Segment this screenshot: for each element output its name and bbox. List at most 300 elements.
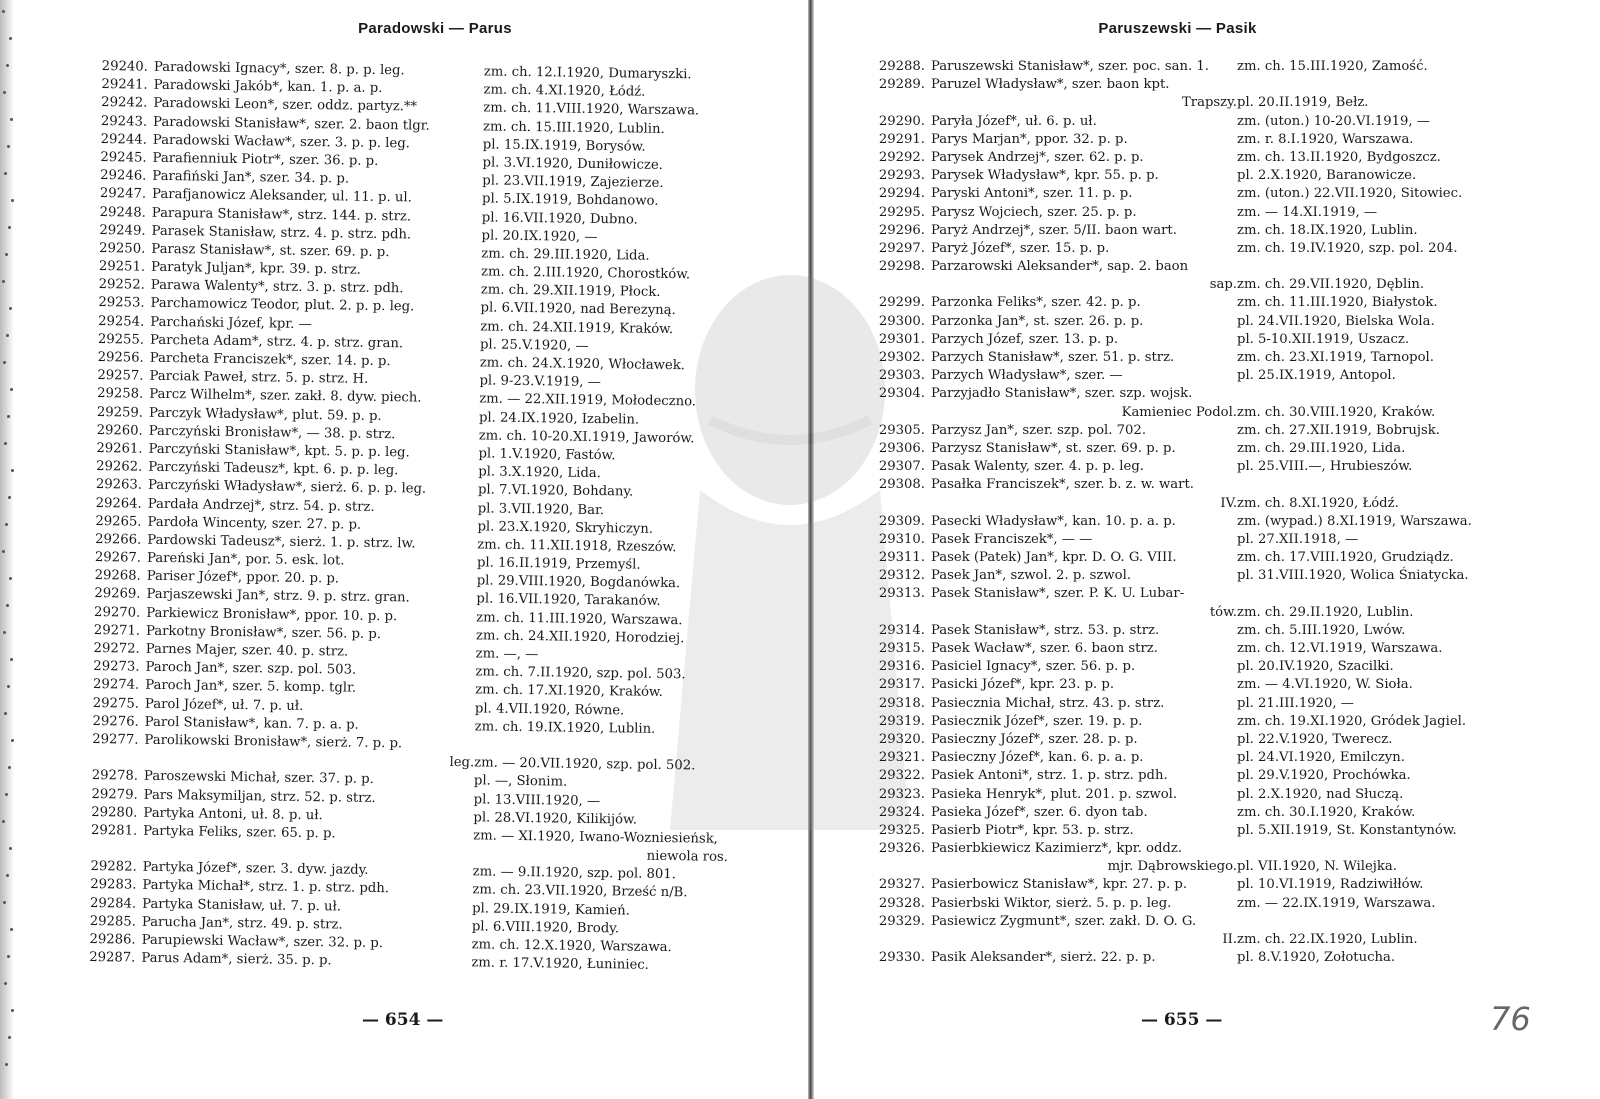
scan-speck — [10, 388, 13, 391]
entry-death-info: pl. 8.V.1920, Zołotucha. — [1237, 950, 1396, 966]
entry-row — [875, 731, 1575, 749]
entry-name: Paroch Jan*, szer. 5. komp. tglr. — [145, 678, 357, 697]
entry-row — [875, 331, 1575, 349]
entry-number: 29286. — [89, 931, 136, 948]
entry-death-info: zm. ch. 15.III.1920, Lublin. — [482, 118, 665, 137]
entry-name: Pasałka Franciszek*, szer. b. z. w. wart. — [931, 477, 1194, 493]
entry-name: Parchamowicz Teodor, plut. 2. p. p. leg. — [150, 296, 415, 315]
entry-row — [875, 549, 1575, 567]
entry-name: Parzych Władysław*, szer. — — [931, 368, 1123, 384]
entry-name: Parjaszewski Jan*, strz. 9. p. strz. gran. — [146, 587, 410, 606]
entry-death-info: pl. 23.X.1920, Skryhiczyn. — [477, 519, 654, 537]
entry-row — [875, 385, 1575, 403]
scan-speck — [8, 226, 11, 229]
entry-number: 29306. — [878, 440, 925, 456]
entry-death-info: pl. 5-10.XII.1919, Uszacz. — [1237, 331, 1410, 347]
entry-number: 29257. — [97, 368, 144, 384]
entry-row — [875, 185, 1575, 203]
scan-speck — [11, 469, 14, 472]
entry-name: mjr. Dąbrowskiego. — [1107, 859, 1237, 875]
entry-name: Pasierbkiewicz Kazimierz*, kpr. oddz. — [931, 841, 1182, 857]
entry-number: 29274. — [92, 677, 140, 694]
scan-speck — [8, 496, 11, 499]
entry-number: 29297. — [878, 240, 925, 256]
entry-death-info: pl. 6.VII.1920, nad Berezyną. — [480, 300, 676, 319]
entry-number: 29247. — [99, 186, 147, 202]
entry-row — [875, 367, 1575, 385]
entry-name: Parasek Stanisław, strz. 4. p. strz. pdh. — [151, 223, 412, 243]
entry-row — [875, 422, 1575, 440]
scan-speck — [3, 901, 6, 904]
entry-death-info: zm. ch. 22.IX.1920, Lublin. — [1237, 932, 1418, 947]
entry-number: 29312. — [878, 568, 925, 584]
entry-death-info: pl. 25.V.1920, — — [479, 337, 589, 354]
entry-number: 29258. — [97, 386, 144, 403]
entry-death-info: pl. 10.VI.1919, Radziwiłłów. — [1237, 877, 1424, 893]
entry-name: Pasiewicz Zygmunt*, szer. zakł. D. O. G. — [931, 913, 1197, 929]
page-number: — 654 — — [362, 1010, 444, 1030]
entry-number: 29324. — [878, 804, 925, 820]
entry-death-info: pl. 22.V.1920, Twerecz. — [1237, 731, 1393, 747]
entry-death-info: pl. 31.VIII.1920, Wolica Śniatycka. — [1237, 568, 1469, 584]
entry-number: 29253. — [98, 295, 145, 312]
scan-speck — [3, 631, 6, 634]
entry-name: Parasz Stanisław*, st. szer. 69. p. p. — [151, 241, 390, 260]
scan-speck — [9, 577, 12, 580]
entry-number: 29289. — [878, 77, 925, 93]
entry-number: 29278. — [91, 768, 139, 784]
entry-name: Partyka Feliks, szer. 65. p. p. — [143, 823, 336, 842]
entry-death-info: zm. ch. 24.XII.1919, Kraków. — [480, 318, 674, 337]
entry-number: 29294. — [878, 186, 925, 202]
entry-name: Parolikowski Bronisław*, sierż. 7. p. p. — [144, 732, 403, 752]
entry-number: 29299. — [878, 295, 925, 311]
entry-number: 29330. — [878, 950, 925, 966]
entry-death-info: pl. 7.VI.1920, Bohdany. — [477, 482, 634, 500]
entry-number: 29326. — [878, 841, 925, 857]
entry-number: 29329. — [878, 913, 925, 929]
scan-speck — [9, 847, 12, 850]
entry-number: 29305. — [878, 422, 925, 438]
entry-death-info: pl. 25.VIII.—, Hrubieszów. — [1237, 459, 1413, 475]
entry-number: 29301. — [878, 331, 925, 347]
entry-death-info: zm. ch. 5.III.1920, Lwów. — [1237, 622, 1406, 638]
entry-row — [875, 258, 1575, 276]
scan-speck — [2, 10, 5, 13]
entry-name: Paradowski Leon*, szer. oddz. partyz.** — [153, 96, 418, 115]
entry-death-info: pl. 25.IX.1919, Antopol. — [1237, 368, 1396, 384]
entry-name: Paryż Andrzej*, szer. 5/II. baon wart. — [931, 222, 1177, 238]
entry-number: 29283. — [90, 877, 137, 894]
entry-name: Pardowski Tadeusz*, sierż. 1. p. strz. lw. — [147, 532, 416, 552]
entry-row — [875, 204, 1575, 222]
entry-number: 29320. — [878, 731, 925, 747]
entry-name: Pasek (Patek) Jan*, kpr. D. O. G. VIII. — [931, 550, 1177, 566]
entry-name: Pasiecznik Józef*, szer. 19. p. p. — [931, 713, 1143, 729]
entry-number: 29271. — [93, 622, 141, 639]
entry-name: Parcheta Franciszek*, szer. 14. p. p. — [149, 350, 391, 370]
entry-death-info: zm. ch. 11.VIII.1920, Warszawa. — [483, 100, 700, 119]
entry-death-info: zm. (uton.) 10-20.VI.1919, — — [1237, 113, 1431, 129]
entry-death-info: pl. 1.V.1920, Fastów. — [478, 446, 616, 464]
entry-name: Paradowski Stanisław*, szer. 2. baon tlgr. — [153, 114, 430, 134]
entry-continuation — [875, 94, 1575, 112]
entry-death-info: niewola ros. — [646, 848, 729, 865]
scan-speck — [2, 280, 5, 283]
entry-name: Parnes Majer, szer. 40. p. strz. — [145, 641, 349, 660]
entry-death-info: zm. ch. 30.I.1920, Kraków. — [1237, 804, 1416, 820]
entry-row — [875, 913, 1575, 931]
entry-death-info: zm. ch. 17.XI.1920, Kraków. — [475, 682, 663, 701]
entry-number: 29244. — [100, 131, 147, 148]
entry-number: 29245. — [100, 149, 147, 166]
entry-continuation — [875, 931, 1575, 949]
entry-name: Parzysz Stanisław*, st. szer. 69. p. p. — [931, 440, 1176, 456]
entry-death-info: pl. 20.IX.1920, — — [481, 228, 598, 245]
entry-name: Parzysz Jan*, szer. szp. pol. 702. — [931, 422, 1147, 438]
entry-number: 29287. — [89, 950, 136, 966]
entry-death-info: pl. 29.IX.1919, Kamień. — [472, 900, 630, 919]
entry-death-info: zm. ch. 18.IX.1920, Lublin. — [1237, 222, 1418, 238]
scan-speck — [9, 307, 12, 310]
entry-name: Paryż Józef*, szer. 15. p. p. — [931, 240, 1110, 256]
entry-number: 29304. — [878, 386, 925, 402]
entry-number: 29276. — [92, 713, 139, 730]
entry-death-info: pl. 2.X.1920, nad Słuczą. — [1237, 786, 1404, 802]
entry-row — [875, 804, 1575, 822]
entry-death-info: pl. 9-23.V.1919, — — [479, 373, 602, 391]
entry-death-info: zm. ch. 29.XII.1919, Płock. — [480, 282, 661, 301]
entry-name: Pasieczny Józef*, szer. 28. p. p. — [931, 731, 1138, 747]
entry-death-info: pl. 3.X.1920, Lida. — [478, 464, 601, 482]
entry-number: 29242. — [101, 95, 148, 112]
scan-speck — [4, 982, 7, 985]
entry-name: Pasierbowicz Stanisław*, kpr. 27. p. p. — [931, 877, 1188, 893]
scan-speck — [6, 874, 9, 877]
entry-name: Pasik Aleksander*, sierż. 22. p. p. — [931, 950, 1156, 966]
entry-number: 29255. — [97, 331, 145, 348]
entry-death-info: zm. r. 17.V.1920, Łuniniec. — [471, 955, 650, 973]
entry-name: Paruszewski Stanisław*, szer. poc. san. 1. — [931, 59, 1209, 74]
entry-death-info: zm. (uton.) 22.VII.1920, Sitowiec. — [1237, 186, 1463, 202]
entry-number: 29327. — [878, 877, 925, 893]
entry-death-info: pl. 23.VII.1919, Zajezierze. — [482, 173, 664, 192]
entry-death-info: zm. ch. 15.III.1920, Zamość. — [1237, 59, 1428, 74]
entry-death-info: zm. ch. 19.IX.1920, Lublin. — [474, 719, 656, 737]
entry-name: Partyka Michał*, strz. 1. p. strz. pdh. — [142, 878, 390, 897]
entry-name: Paradowski Jakób*, kan. 1. p. a. p. — [153, 77, 383, 97]
entry-name: Pasek Franciszek*, — — — [931, 531, 1093, 547]
entry-row — [875, 622, 1575, 640]
entry-number: 29315. — [878, 641, 925, 656]
entry-number: 29280. — [91, 804, 138, 821]
entry-death-info: pl. 4.VII.1920, Równe. — [474, 700, 625, 718]
entry-row — [875, 294, 1575, 312]
scan-speck — [3, 91, 6, 94]
entry-death-info: pl. 27.XII.1918, — — [1237, 531, 1359, 547]
scan-speck — [10, 118, 13, 121]
entry-death-info: zm. (wypad.) 8.XI.1919, Warszawa. — [1237, 513, 1472, 529]
entry-name: Partyka Józef*, szer. 3. dyw. jazdy. — [142, 859, 369, 879]
entry-death-info: pl. 2.X.1920, Baranowicze. — [1237, 168, 1417, 184]
page-number: — 655 — — [1141, 1010, 1223, 1030]
entry-death-info: zm. ch. 23.XI.1919, Tarnopol. — [1237, 350, 1434, 365]
entry-name: Parol Józef*, uł. 7. p. uł. — [144, 696, 304, 714]
entry-number: 29249. — [99, 222, 146, 239]
entry-name: Parciak Paweł, strz. 5. p. strz. H. — [149, 368, 369, 387]
scan-speck — [8, 1036, 11, 1039]
entry-number: 29270. — [94, 604, 141, 621]
entry-death-info: pl. 29.VIII.1920, Bogdanówka. — [476, 573, 681, 592]
entry-row — [875, 713, 1575, 731]
entry-death-info: zm. ch. 19.XI.1920, Gródek Jagiel. — [1237, 713, 1467, 729]
entry-name: Parysz Wojciech, szer. 25. p. p. — [931, 204, 1137, 220]
entry-name: Pasieczny Józef*, kan. 6. p. a. p. — [931, 750, 1144, 766]
entry-death-info: zm. ch. 8.XI.1920, Łódź. — [1237, 495, 1399, 511]
scan-speck — [7, 685, 10, 688]
entry-death-info: zm. —, — — [475, 646, 539, 663]
entry-row — [875, 240, 1575, 258]
entry-number: 29322. — [878, 768, 925, 784]
entry-name: Paroch Jan*, szer. szp. pol. 503. — [145, 659, 357, 678]
entry-death-info: pl. 20.II.1919, Bełz. — [1237, 95, 1369, 111]
entry-name: Parzyjadło Stanisław*, szer. szp. wojsk. — [931, 386, 1193, 402]
entry-continuation — [875, 404, 1575, 422]
entry-number: 29292. — [878, 149, 925, 165]
scan-speck — [4, 442, 7, 445]
entry-name: Pasecki Władysław*, kan. 10. p. a. p. — [931, 513, 1176, 529]
scan-speck — [11, 739, 14, 742]
entry-name: IV. — [1220, 495, 1237, 511]
entry-name: Parucha Jan*, strz. 49. p. strz. — [141, 914, 343, 933]
entry-name: Parzonka Feliks*, szer. 42. p. p. — [931, 295, 1141, 311]
entry-number: 29316. — [878, 659, 925, 675]
entry-row — [875, 513, 1575, 531]
entry-name: Trapszy. — [1181, 95, 1237, 111]
entry-name: Paradowski Wacław*, szer. 3. p. p. leg. — [152, 132, 410, 152]
entry-name: tów. — [1209, 604, 1237, 620]
entry-row — [875, 313, 1575, 331]
entry-name: Parysek Władysław*, kpr. 55. p. p. — [931, 168, 1159, 184]
entry-number: 29298. — [878, 259, 925, 275]
entry-row — [875, 876, 1575, 894]
entry-number: 29281. — [90, 822, 138, 839]
entry-name: Pasicki Józef*, kpr. 23. p. p. — [931, 677, 1115, 693]
entry-row — [875, 476, 1575, 494]
scan-speck — [7, 145, 10, 148]
entry-number: 29295. — [878, 204, 925, 220]
scan-speck — [11, 199, 14, 202]
entry-continuation — [875, 495, 1575, 513]
entry-name: Parczyński Tadeusz*, kpt. 6. p. p. leg. — [148, 459, 399, 479]
entry-number: 29310. — [878, 531, 925, 547]
entry-name: Pasiek Antoni*, strz. 1. p. strz. pdh. — [931, 768, 1168, 784]
entry-number: 29323. — [878, 786, 925, 802]
entry-row — [875, 949, 1575, 967]
entry-name: Pardała Andrzej*, strz. 54. p. strz. — [147, 496, 375, 515]
entry-death-info: pl. 24.VII.1920, Bielska Wola. — [1237, 313, 1435, 329]
scan-speck — [6, 334, 9, 337]
entry-name: Pars Maksymiljan, strz. 52. p. strz. — [143, 787, 376, 806]
entry-row — [875, 458, 1575, 476]
entry-name: Pasierb Piotr*, kpr. 53. p. strz. — [931, 822, 1134, 838]
entry-death-info: zm. ch. 12.I.1920, Dumaryszki. — [483, 64, 692, 83]
entry-number: 29246. — [100, 168, 147, 184]
entry-row — [875, 222, 1575, 240]
entry-number: 29268. — [94, 568, 141, 584]
scan-speck — [9, 37, 12, 40]
entry-name: Pardoła Wincenty, szer. 27. p. p. — [147, 514, 362, 533]
entry-number: 29254. — [98, 313, 145, 330]
entry-number: 29293. — [878, 168, 925, 184]
entry-death-info: zm. ch. 30.VIII.1920, Kraków. — [1237, 404, 1436, 420]
entry-row — [875, 531, 1575, 549]
scan-speck — [8, 766, 11, 769]
entry-number: 29290. — [878, 113, 925, 129]
entry-number: 29256. — [97, 350, 144, 366]
entry-number: 29284. — [89, 895, 137, 912]
entry-row — [875, 840, 1575, 858]
entry-name: Pasieka Henryk*, plut. 201. p. szwol. — [931, 786, 1178, 802]
entry-death-info: zm. ch. 19.IV.1920, szp. pol. 204. — [1237, 240, 1458, 256]
scan-speck — [7, 415, 10, 418]
entry-name: sap. — [1209, 277, 1237, 293]
entry-death-info: pl. 5.XII.1919, St. Konstantynów. — [1237, 822, 1457, 838]
entry-number: 29259. — [96, 404, 144, 421]
entry-name: Parys Marjan*, ppor. 32. p. p. — [931, 131, 1128, 147]
entry-name: Paradowski Ignacy*, szer. 8. p. p. leg. — [153, 59, 405, 79]
entry-death-info: zm. ch. 29.II.1920, Lublin. — [1237, 604, 1414, 620]
scan-speck — [2, 820, 5, 823]
scan-speck — [6, 604, 9, 607]
entry-death-info: zm. ch. 27.XII.1919, Bobrujsk. — [1237, 422, 1440, 438]
entry-row — [875, 440, 1575, 458]
entry-death-info: zm. ch. 24.X.1920, Włocławek. — [479, 355, 686, 374]
entry-number: 29267. — [94, 550, 142, 566]
entry-number: 29288. — [878, 59, 925, 74]
entry-name: Parupiewski Wacław*, szer. 32. p. p. — [141, 932, 384, 952]
entry-name: Paroszewski Michał, szer. 37. p. p. — [143, 769, 374, 788]
entry-name: Parczyński Stanisław*, kpt. 5. p. p. leg. — [148, 441, 410, 461]
entry-name: Parczyk Władysław*, plut. 59. p. p. — [148, 405, 382, 424]
entry-name: Parysek Andrzej*, szer. 62. p. p. — [931, 149, 1144, 165]
entry-name: Paruzel Władysław*, szer. baon kpt. — [931, 77, 1170, 93]
entry-death-info: zm. — 14.XI.1919, — — [1237, 204, 1378, 220]
entry-name: Parol Stanisław*, kan. 7. p. a. p. — [144, 714, 359, 733]
entry-death-info: zm. ch. 29.VII.1920, Dęblin. — [1237, 277, 1425, 293]
entry-death-info: zm. ch. 11.XII.1918, Rzeszów. — [477, 537, 677, 555]
entry-name: Pasak Walenty, szer. 4. p. p. leg. — [931, 459, 1144, 475]
entry-death-info: zm. — 9.II.1920, szp. pol. 801. — [472, 864, 677, 883]
entry-row — [875, 640, 1575, 658]
entry-number: 29273. — [93, 659, 140, 675]
entry-row — [875, 567, 1575, 585]
entry-death-info: zm. — 4.VI.1920, W. Sioła. — [1237, 677, 1413, 693]
entry-name: Parafienniuk Piotr*, szer. 36. p. p. — [152, 150, 379, 169]
entry-number: 29318. — [878, 695, 925, 711]
entry-number: 29240. — [101, 59, 148, 75]
entry-death-info: pl. 13.VIII.1920, — — [473, 791, 601, 809]
page-header: Paruszewski — Pasik — [1098, 20, 1257, 37]
entry-number: 29241. — [101, 77, 148, 93]
entry-name: Paryła Józef*, uł. 6. p. uł. — [931, 113, 1097, 129]
scan-speck — [5, 523, 8, 526]
entry-name: Parkiewicz Bronisław*, ppor. 10. p. p. — [146, 605, 398, 624]
entry-number: 29317. — [878, 677, 925, 693]
entry-death-info: pl. 6.VIII.1920, Brody. — [471, 919, 620, 937]
entry-death-info: zm. ch. 12.VI.1919, Warszawa. — [1237, 641, 1443, 656]
entry-death-info: pl. 16.VII.1920, Dubno. — [481, 209, 638, 228]
scan-speck — [4, 712, 7, 715]
entry-death-info: zm. ch. 11.III.1920, Białystok. — [1237, 295, 1438, 311]
entry-name: Pasek Stanisław*, szer. P. K. U. Lubar- — [931, 586, 1185, 602]
entry-number: 29311. — [878, 550, 925, 566]
entry-number: 29309. — [878, 513, 925, 529]
entry-name: Pasiciel Ignacy*, szer. 56. p. p. — [931, 659, 1136, 675]
entry-number: 29285. — [89, 913, 137, 930]
entry-number: 29303. — [878, 368, 925, 384]
entry-number: 29250. — [99, 240, 146, 257]
entry-continuation — [875, 604, 1575, 622]
entry-name: Partyka Stanisław, uł. 7. p. uł. — [142, 896, 342, 915]
entry-death-info: zm. ch. 12.X.1920, Warszawa. — [471, 937, 672, 956]
right-page — [815, 0, 1600, 1099]
entry-number: 29275. — [92, 695, 140, 712]
entry-name: leg. — [449, 755, 475, 771]
scan-speck — [2, 550, 5, 553]
entry-row — [875, 149, 1575, 167]
entry-number: 29269. — [94, 586, 141, 603]
entry-number: 29282. — [90, 859, 137, 875]
entry-row — [875, 131, 1575, 149]
entry-death-info: zm. ch. 10-20.XI.1919, Jaworów. — [478, 428, 695, 447]
entry-number: 29263. — [95, 477, 143, 493]
entry-death-info: zm. ch. 13.II.1920, Bydgoszcz. — [1237, 149, 1441, 165]
entry-name: Parzych Stanisław*, szer. 51. p. strz. — [931, 350, 1175, 365]
entry-death-info: pl. 3.VI.1920, Duniłowicze. — [482, 155, 663, 173]
entry-number: 29248. — [99, 204, 146, 221]
entry-death-info: pl. 21.III.1920, — — [1237, 695, 1354, 711]
entry-row — [875, 695, 1575, 713]
entry-name: Pasiecznia Michał, strz. 43. p. strz. — [931, 695, 1165, 711]
entry-number: 29243. — [100, 113, 148, 130]
entry-row — [875, 585, 1575, 603]
entry-number: 29325. — [878, 822, 925, 838]
entry-row — [875, 658, 1575, 676]
entry-number: 29291. — [878, 131, 925, 147]
entry-number: 29300. — [878, 313, 925, 329]
entry-number: 29319. — [878, 713, 925, 729]
entry-name: Parawa Walenty*, strz. 3. p. strz. pdh. — [150, 278, 404, 297]
entry-row — [875, 786, 1575, 804]
entry-row — [875, 822, 1575, 840]
entry-row — [875, 349, 1575, 367]
entry-death-info: pl. 29.V.1920, Prochówka. — [1237, 768, 1411, 784]
entry-death-info: zm. — 20.VII.1920, szp. pol. 502. — [474, 755, 696, 774]
scan-speck — [11, 1009, 14, 1012]
entry-continuation — [875, 276, 1575, 294]
entry-row — [875, 113, 1575, 131]
scan-speck — [3, 361, 6, 364]
entry-row — [875, 76, 1575, 94]
entry-death-info: zm. ch. 2.III.1920, Chorostków. — [480, 264, 691, 283]
entry-name: Parkotny Bronisław*, szer. 56. p. p. — [145, 623, 382, 642]
entry-death-info: zm. — 22.IX.1919, Warszawa. — [1237, 895, 1436, 911]
entry-death-info: zm. ch. 23.VII.1920, Brześć n/B. — [472, 882, 688, 901]
scan-speck — [10, 928, 13, 931]
entry-number: 29277. — [92, 731, 139, 748]
entry-name: Parapura Stanisław*, strz. 144. p. strz. — [151, 205, 412, 224]
